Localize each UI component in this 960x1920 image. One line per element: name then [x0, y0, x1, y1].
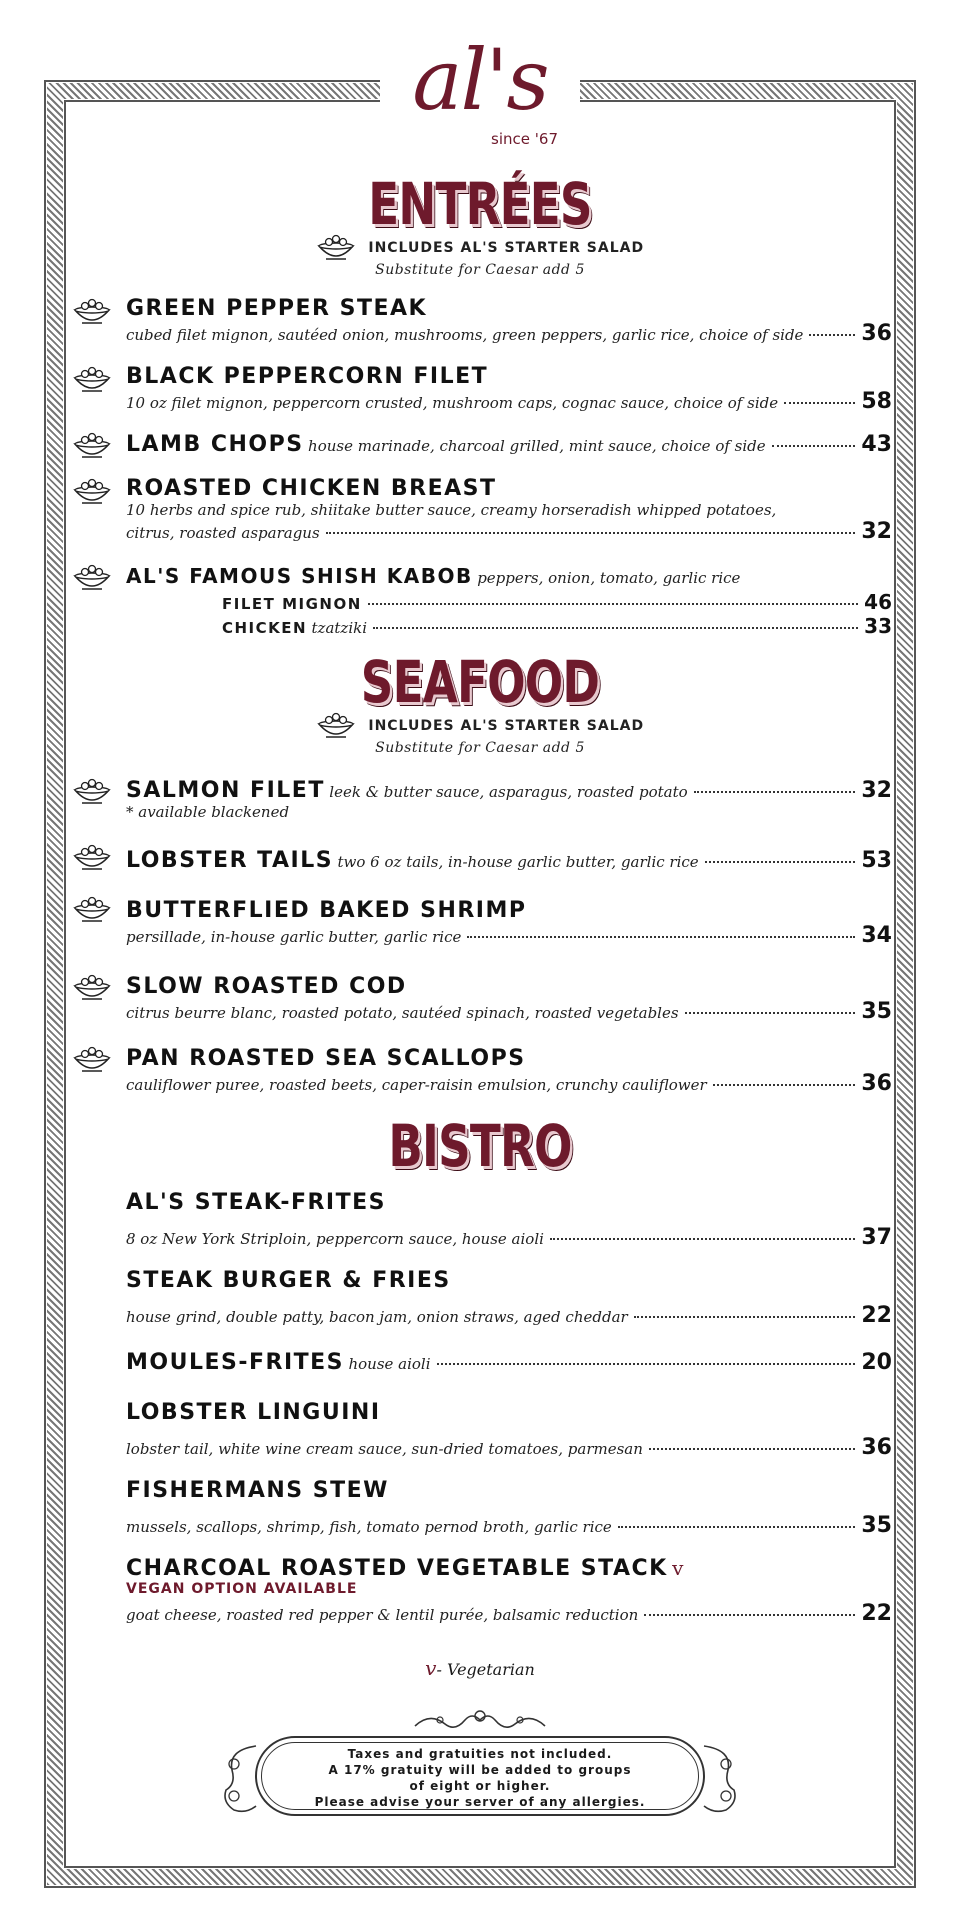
option-desc: tzatziki — [311, 619, 368, 637]
option-price: 33 — [864, 614, 892, 638]
menu-item — [126, 1556, 892, 1626]
seafood-title: SEAFOOD — [360, 648, 600, 716]
leader-dots — [326, 532, 856, 534]
leader-dots — [685, 1012, 856, 1014]
notice-line: Taxes and gratuities not included. — [347, 1747, 613, 1761]
leader-dots — [713, 1084, 856, 1086]
notice-box — [255, 1736, 705, 1816]
item-price: 32 — [861, 519, 892, 544]
item-name: AL'S STEAK-FRITES — [126, 1190, 386, 1215]
item-name: CHARCOAL ROASTED VEGETABLE STACK — [126, 1556, 668, 1581]
leader-dots — [772, 445, 856, 447]
leader-dots — [694, 791, 856, 793]
item-name: GREEN PEPPER STEAK — [126, 296, 428, 321]
scroll-ornament-icon — [410, 1706, 550, 1734]
menu-item — [126, 974, 892, 1024]
vegetarian-mark: v — [672, 1556, 684, 1580]
menu-item — [126, 1478, 892, 1538]
item-price: 58 — [861, 389, 892, 414]
menu-item — [126, 432, 892, 457]
item-name: LOBSTER LINGUINI — [126, 1400, 381, 1425]
salad-bowl-icon — [72, 364, 112, 396]
kabob-option — [222, 614, 892, 638]
item-name: PAN ROASTED SEA SCALLOPS — [126, 1046, 526, 1071]
scroll-ornament-icon — [220, 1740, 260, 1816]
scroll-ornament-icon — [700, 1740, 740, 1816]
salad-bowl-icon — [72, 430, 112, 462]
menu-item — [126, 564, 892, 588]
salad-bowl-icon — [72, 1044, 112, 1076]
salad-bowl-icon — [72, 476, 112, 508]
item-price: 34 — [861, 923, 892, 948]
item-desc: persillade, in-house garlic butter, garlic rice — [126, 928, 462, 946]
menu-item — [126, 1190, 892, 1250]
leader-dots — [634, 1316, 856, 1318]
leader-dots — [467, 936, 855, 938]
item-desc: mussels, scallops, shrimp, fish, tomato pernod broth, garlic rice — [126, 1518, 612, 1536]
item-name: STEAK BURGER & FRIES — [126, 1268, 451, 1293]
item-price: 22 — [861, 1303, 892, 1328]
salad-bowl-icon — [72, 972, 112, 1004]
item-desc: citrus beurre blanc, roasted potato, sautéed spinach, roasted vegetables — [126, 1004, 679, 1022]
item-name: ROASTED CHICKEN BREAST — [126, 476, 497, 501]
bistro-title: BISTRO — [388, 1112, 572, 1180]
item-desc: cauliflower puree, roasted beets, caper-raisin emulsion, crunchy cauliflower — [126, 1076, 707, 1094]
item-desc: 8 oz New York Striploin, peppercorn sauce, house aioli — [126, 1230, 544, 1248]
item-desc: lobster tail, white wine cream sauce, sun-dried tomatoes, parmesan — [126, 1440, 643, 1458]
item-desc: two 6 oz tails, in-house garlic butter, garlic rice — [337, 853, 699, 871]
item-price: 36 — [861, 1435, 892, 1460]
item-name: BLACK PEPPERCORN FILET — [126, 364, 489, 389]
logo — [380, 30, 580, 160]
item-name: LAMB CHOPS — [126, 432, 304, 457]
salad-bowl-icon — [316, 232, 356, 264]
menu-item — [126, 476, 892, 544]
seafood-substitute: Substitute for Caesar add 5 — [375, 740, 585, 756]
option-name: FILET MIGNON — [222, 595, 362, 613]
item-desc: house marinade, charcoal grilled, mint sauce, choice of side — [308, 437, 766, 455]
item-price: 53 — [861, 848, 892, 873]
menu-item — [126, 848, 892, 873]
notice-line: of eight or higher. — [409, 1779, 551, 1793]
entrees-salad-row — [0, 232, 960, 264]
leader-dots — [784, 402, 855, 404]
item-name: MOULES-FRITES — [126, 1350, 345, 1375]
item-price: 35 — [861, 1513, 892, 1538]
item-price: 35 — [861, 999, 892, 1024]
item-price: 36 — [861, 1071, 892, 1096]
leader-dots — [809, 334, 855, 336]
item-desc: 10 herbs and spice rub, shiitake butter sauce, creamy horseradish whipped potatoes, — [126, 501, 777, 519]
menu-item — [126, 898, 892, 948]
salad-bowl-icon — [72, 842, 112, 874]
vegan-note: VEGAN OPTION AVAILABLE — [126, 1581, 358, 1597]
item-price: 22 — [861, 1601, 892, 1626]
item-price: 36 — [861, 321, 892, 346]
entrees-salad-text: INCLUDES AL'S STARTER SALAD — [368, 240, 645, 257]
salad-bowl-icon — [72, 296, 112, 328]
item-price: 20 — [861, 1350, 892, 1375]
item-name: SLOW ROASTED COD — [126, 974, 407, 999]
item-name: FISHERMANS STEW — [126, 1478, 389, 1503]
leader-dots — [437, 1363, 856, 1365]
salad-bowl-icon — [72, 562, 112, 594]
item-name: LOBSTER TAILS — [126, 848, 334, 873]
item-name: AL'S FAMOUS SHISH KABOB — [126, 564, 473, 588]
menu-item — [126, 1268, 892, 1328]
menu-item — [126, 1046, 892, 1096]
legend-text: - Vegetarian — [436, 1660, 535, 1679]
item-note: * available blackened — [126, 803, 290, 821]
notice-line: A 17% gratuity will be added to groups — [328, 1763, 632, 1777]
salad-bowl-icon — [72, 776, 112, 808]
seafood-salad-text: INCLUDES AL'S STARTER SALAD — [368, 718, 645, 735]
menu-item — [126, 1400, 892, 1460]
item-desc: goat cheese, roasted red pepper & lentil purée, balsamic reduction — [126, 1606, 639, 1624]
item-desc-cont: citrus, roasted asparagus — [126, 524, 320, 542]
entrees-substitute: Substitute for Caesar add 5 — [375, 262, 585, 278]
salad-bowl-icon — [72, 894, 112, 926]
logo-since: since '67 — [491, 130, 558, 148]
leader-dots — [550, 1238, 855, 1240]
kabob-option — [222, 590, 892, 614]
item-desc: peppers, onion, tomato, garlic rice — [477, 569, 741, 587]
menu-item — [126, 1350, 892, 1375]
option-price: 46 — [864, 590, 892, 614]
vegetarian-mark: v — [425, 1656, 437, 1680]
item-price: 32 — [861, 778, 892, 803]
item-price: 37 — [861, 1225, 892, 1250]
menu-item — [126, 364, 892, 414]
leader-dots — [649, 1448, 855, 1450]
entrees-title: ENTRÉES — [368, 170, 592, 238]
item-name: BUTTERFLIED BAKED SHRIMP — [126, 898, 527, 923]
item-desc: leek & butter sauce, asparagus, roasted potato — [329, 783, 688, 801]
item-desc: house aioli — [348, 1355, 431, 1373]
seafood-salad-row — [0, 710, 960, 742]
option-name: CHICKEN — [222, 619, 308, 637]
leader-dots — [705, 861, 856, 863]
item-desc: 10 oz filet mignon, peppercorn crusted, mushroom caps, cognac sauce, choice of side — [126, 394, 779, 412]
notice-line: Please advise your server of any allergies. — [314, 1795, 646, 1809]
menu-item — [126, 778, 892, 821]
item-desc: house grind, double patty, bacon jam, onion straws, aged cheddar — [126, 1308, 628, 1326]
leader-dots — [373, 627, 858, 629]
item-price: 43 — [861, 432, 892, 457]
salad-bowl-icon — [316, 710, 356, 742]
leader-dots — [644, 1614, 855, 1616]
logo-script: al's — [412, 31, 548, 129]
item-name: SALMON FILET — [126, 778, 325, 803]
menu-item — [126, 296, 892, 346]
leader-dots — [368, 603, 858, 605]
vegetarian-legend — [0, 1656, 960, 1680]
leader-dots — [618, 1526, 856, 1528]
item-desc: cubed filet mignon, sautéed onion, mushrooms, green peppers, garlic rice, choice of side — [126, 326, 804, 344]
